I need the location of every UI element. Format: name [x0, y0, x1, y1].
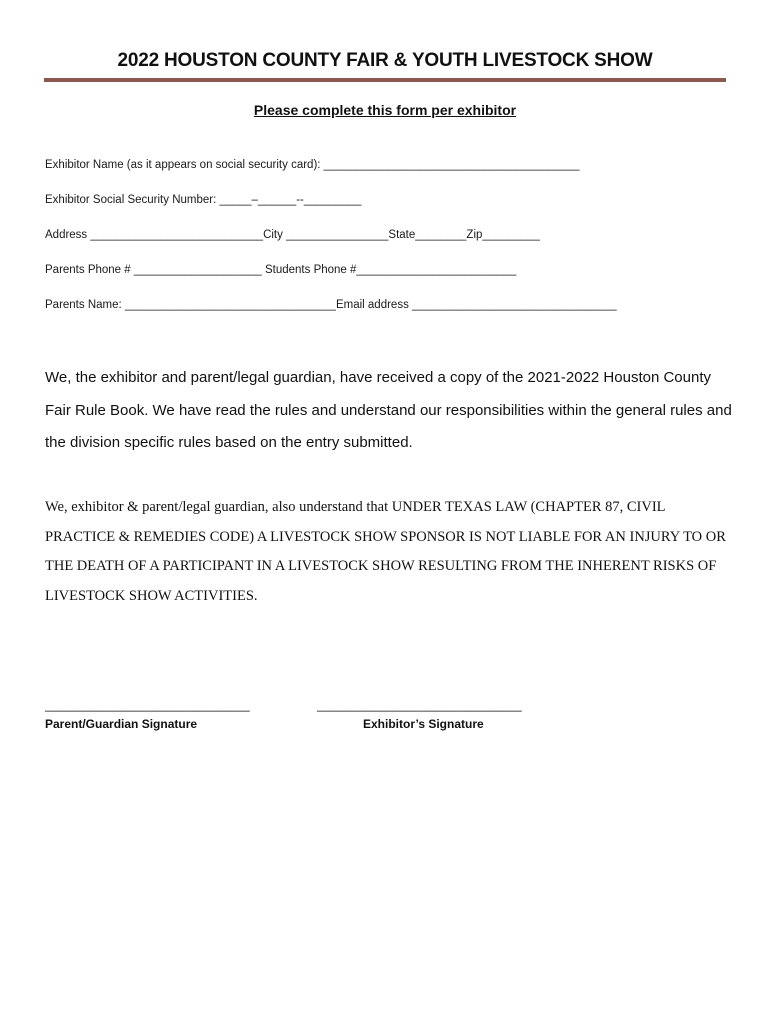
title-divider [44, 78, 726, 82]
parents-email-fields[interactable]: Parents Name: _________________________________Email address ________________________________ [45, 299, 617, 311]
parent-signature-label: Parent/Guardian Signature [45, 717, 198, 731]
liability-paragraph: We, exhibitor & parent/legal guardian, also understand that UNDER TEXAS LAW (CHAPTER 87, CIVIL PRACTICE & REMEDIES CODE) A LIVESTOCK SHOW SPONSOR IS NOT LIABLE FOR AN INJURY TO OR THE DEATH OF A PARTICIPANT IN A LIVESTOCK SHOW RESULTING FROM THE INHERENT RISKS OF LIVESTOCK SHOW ACTIVITIES. [45, 499, 726, 604]
form-title: 2022 HOUSTON COUNTY FAIR & YOUTH LIVESTOCK SHOW [117, 50, 653, 71]
exhibitor-name-field[interactable]: Exhibitor Name (as it appears on social security card): ________________________________________ [45, 159, 580, 171]
parent-signature-line[interactable]: ________________________________ [45, 700, 250, 712]
address-field[interactable]: Address ___________________________City ________________State________Zip_________ [45, 229, 540, 241]
form-subtitle: Please complete this form per exhibitor [253, 102, 517, 118]
exhibitor-signature-label: Exhibitor’s Signature [363, 717, 484, 731]
agreement-paragraph: We, the exhibitor and parent/legal guardian, have received a copy of the 2021-2022 Houston County Fair Rule Book. We have read the rules and understand our responsibilities within the general rules and the division specific rules based on the entry submitted. [45, 369, 732, 451]
ssn-field[interactable]: Exhibitor Social Security Number: _____–______--_________ [45, 194, 362, 206]
phone-fields[interactable]: Parents Phone # ____________________ Students Phone #_________________________ [45, 264, 517, 276]
exhibitor-signature-line[interactable]: ________________________________ [317, 700, 522, 712]
